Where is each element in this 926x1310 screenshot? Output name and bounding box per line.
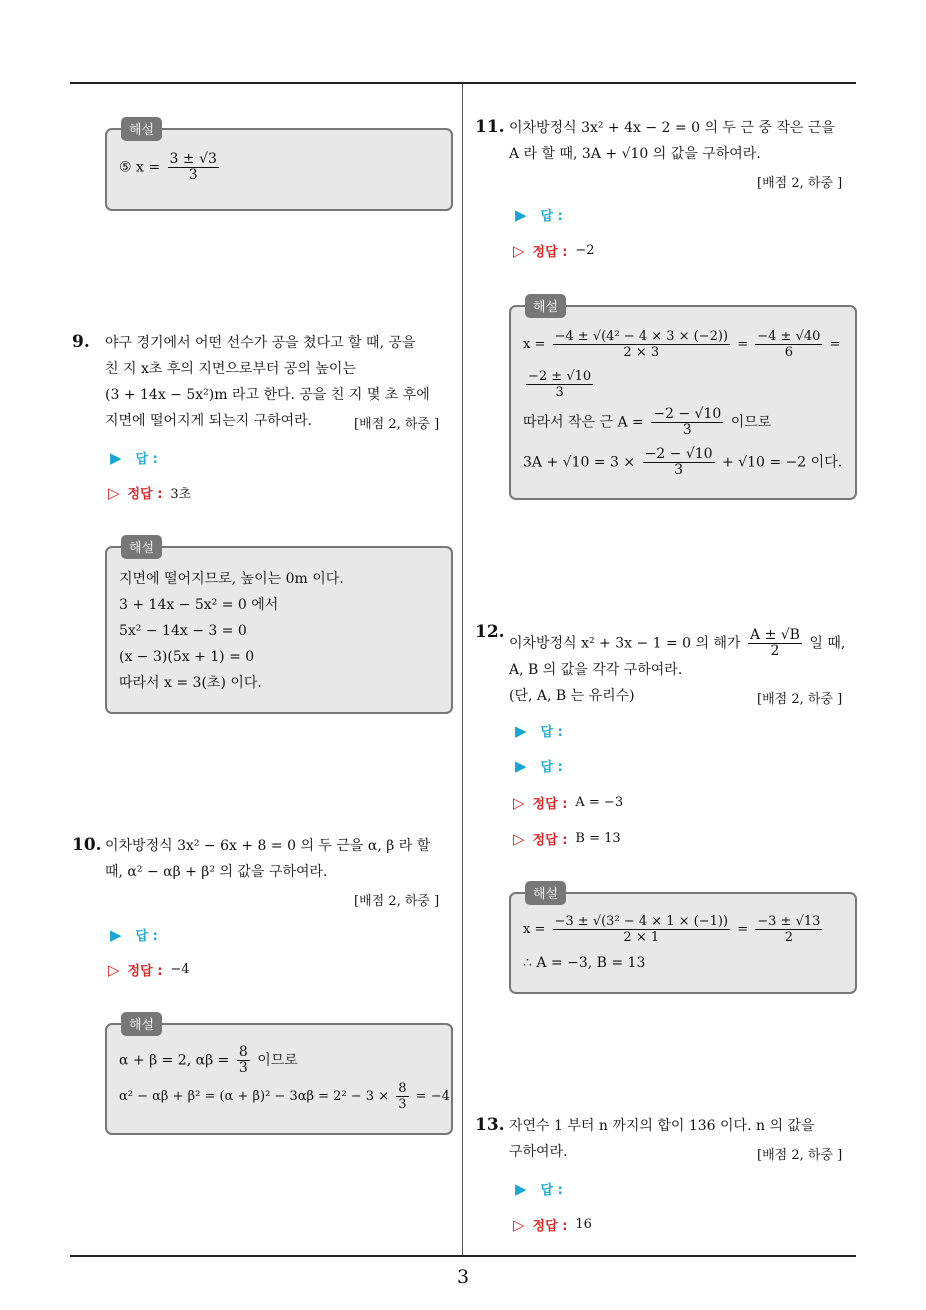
q10-meta: [배점 2, 하중 ] bbox=[354, 894, 440, 909]
q11-number: 11. bbox=[475, 117, 505, 137]
q13-meta: [배점 2, 하중 ] bbox=[757, 1148, 843, 1163]
q13-line-2: 구하여라. bbox=[509, 1144, 568, 1160]
q12-solution-a: ▷ 정답 : A = −3 bbox=[513, 793, 624, 812]
q9-line-2: 친 지 x초 후의 지면으로부터 공의 높이는 bbox=[105, 361, 356, 377]
explanation-tag: 해설 bbox=[525, 881, 566, 905]
q9-solution: ▷ 정답 : 3초 bbox=[108, 483, 192, 502]
column-divider bbox=[462, 84, 463, 1255]
q12-explanation-line: ∴ A = −3, B = 13 bbox=[523, 955, 646, 971]
q8-explanation-line: ⑤ x = $\frac{3 \pm √3}{3}$ bbox=[119, 151, 217, 183]
q13-answer-field[interactable]: ▶ 답 : bbox=[515, 1179, 563, 1198]
solution-arrow-icon: ▷ bbox=[513, 1215, 525, 1234]
q12-number: 12. bbox=[475, 622, 505, 642]
q9-explanation-line: (x − 3)(5x + 1) = 0 bbox=[119, 649, 255, 665]
q9-explanation-line: 5x² − 14x − 3 = 0 bbox=[119, 623, 247, 639]
q9-explanation-box bbox=[105, 541, 453, 714]
answer-arrow-icon: ▶ bbox=[515, 205, 527, 224]
solution-arrow-icon: ▷ bbox=[513, 829, 525, 848]
answer-arrow-icon: ▶ bbox=[515, 1179, 527, 1198]
answer-arrow-icon: ▶ bbox=[515, 756, 527, 775]
q11-explanation-line: 따라서 작은 근 A = $\frac{-2 - √10}{3}$ 이므로 bbox=[523, 406, 772, 438]
explanation-tag: 해설 bbox=[121, 535, 162, 559]
q10-explanation-box bbox=[105, 1018, 453, 1135]
q11-explanation-line: $\frac{-2 \pm √10}{3}$ bbox=[528, 369, 592, 400]
q11-line-1: 이차방정식 3x² + 4x − 2 = 0 의 두 근 중 작은 근을 bbox=[509, 120, 835, 136]
q13-solution: ▷ 정답 : 16 bbox=[513, 1215, 592, 1234]
q11-solution: ▷ 정답 : −2 bbox=[513, 241, 595, 260]
top-rule bbox=[70, 82, 856, 84]
explanation-tag: 해설 bbox=[121, 117, 162, 141]
explanation-tag: 해설 bbox=[525, 294, 566, 318]
q9-line-1: 야구 경기에서 어떤 선수가 공을 쳤다고 할 때, 공을 bbox=[105, 335, 416, 351]
q9-answer-field[interactable]: ▶ 답 : bbox=[110, 448, 158, 467]
q9-explanation-line: 따라서 x = 3(초) 이다. bbox=[119, 675, 262, 691]
q11-line-2: A 라 할 때, 3A + √10 의 값을 구하여라. bbox=[509, 146, 761, 162]
q12-explanation-box bbox=[509, 887, 857, 994]
q9-line-4: 지면에 떨어지게 되는지 구하여라. bbox=[105, 413, 313, 429]
q10-explanation-line: α + β = 2, αβ = $\frac{8}{3}$ 이므로 bbox=[119, 1044, 298, 1076]
answer-arrow-icon: ▶ bbox=[515, 721, 527, 740]
q10-solution: ▷ 정답 : −4 bbox=[108, 960, 190, 979]
solution-arrow-icon: ▷ bbox=[513, 241, 525, 260]
q11-meta: [배점 2, 하중 ] bbox=[757, 176, 843, 191]
q12-line-3: (단, A, B 는 유리수) bbox=[509, 688, 635, 704]
q12-answer-field-a[interactable]: ▶ 답 : bbox=[515, 721, 563, 740]
q12-answer-field-b[interactable]: ▶ 답 : bbox=[515, 756, 563, 775]
q12-solution-b: ▷ 정답 : B = 13 bbox=[513, 829, 621, 848]
q11-explanation-box bbox=[509, 300, 857, 500]
q10-answer-field[interactable]: ▶ 답 : bbox=[110, 925, 158, 944]
q11-answer-field[interactable]: ▶ 답 : bbox=[515, 205, 563, 224]
solution-arrow-icon: ▷ bbox=[108, 960, 120, 979]
q13-number: 13. bbox=[475, 1115, 505, 1135]
q10-number: 10. bbox=[72, 835, 102, 855]
answer-arrow-icon: ▶ bbox=[110, 448, 122, 467]
q10-line-1: 이차방정식 3x² − 6x + 8 = 0 의 두 근을 α, β 라 할 bbox=[105, 838, 431, 854]
solution-arrow-icon: ▷ bbox=[513, 793, 525, 812]
q9-line-3: (3 + 14x − 5x²)m 라고 한다. 공을 친 지 몇 초 후에 bbox=[105, 387, 430, 403]
page-number: 3 bbox=[456, 1266, 470, 1288]
answer-arrow-icon: ▶ bbox=[110, 925, 122, 944]
q11-explanation-line: 3A + √10 = 3 × $\frac{-2 - √10}{3}$ + √10 = −2 이다. bbox=[523, 446, 843, 478]
q9-explanation-line: 3 + 14x − 5x² = 0 에서 bbox=[119, 597, 279, 613]
q12-explanation-line: x = $\frac{\text{−3 ± √(3² − 4 × 1 × (−1))}}{2 \times 1}$ = $\frac{-3 \pm √13}{2}$ bbox=[523, 914, 821, 945]
solution-arrow-icon: ▷ bbox=[108, 483, 120, 502]
q8-explanation-box bbox=[105, 123, 453, 211]
q10-line-2: 때, α² − αβ + β² 의 값을 구하여라. bbox=[105, 864, 328, 880]
q12-line-2: A, B 의 값을 각각 구하여라. bbox=[509, 662, 683, 678]
q9-meta: [배점 2, 하중 ] bbox=[354, 417, 440, 432]
q12-line-1: 이차방정식 x² + 3x − 1 = 0 의 해가 $\frac{A \pm √B}{2}$ 일 때, bbox=[509, 627, 846, 659]
bottom-rule bbox=[70, 1255, 856, 1257]
q9-explanation-line: 지면에 떨어지므로, 높이는 0m 이다. bbox=[119, 571, 344, 587]
q12-meta: [배점 2, 하중 ] bbox=[757, 692, 843, 707]
q9-number: 9. bbox=[72, 332, 90, 352]
explanation-tag: 해설 bbox=[121, 1012, 162, 1036]
q10-explanation-line: α² − αβ + β² = (α + β)² − 3αβ = 2² − 3 × $\frac{8}{3}$ = −4 bbox=[119, 1081, 450, 1112]
q13-line-1: 자연수 1 부터 n 까지의 합이 136 이다. n 의 값을 bbox=[509, 1118, 815, 1134]
q11-explanation-line: x = $\frac{\text{−4 ± √(4² − 4 × 3 × (−2))}}{2 \times 3}$ = $\frac{-4 \pm √40}{6}$ = bbox=[523, 329, 841, 360]
